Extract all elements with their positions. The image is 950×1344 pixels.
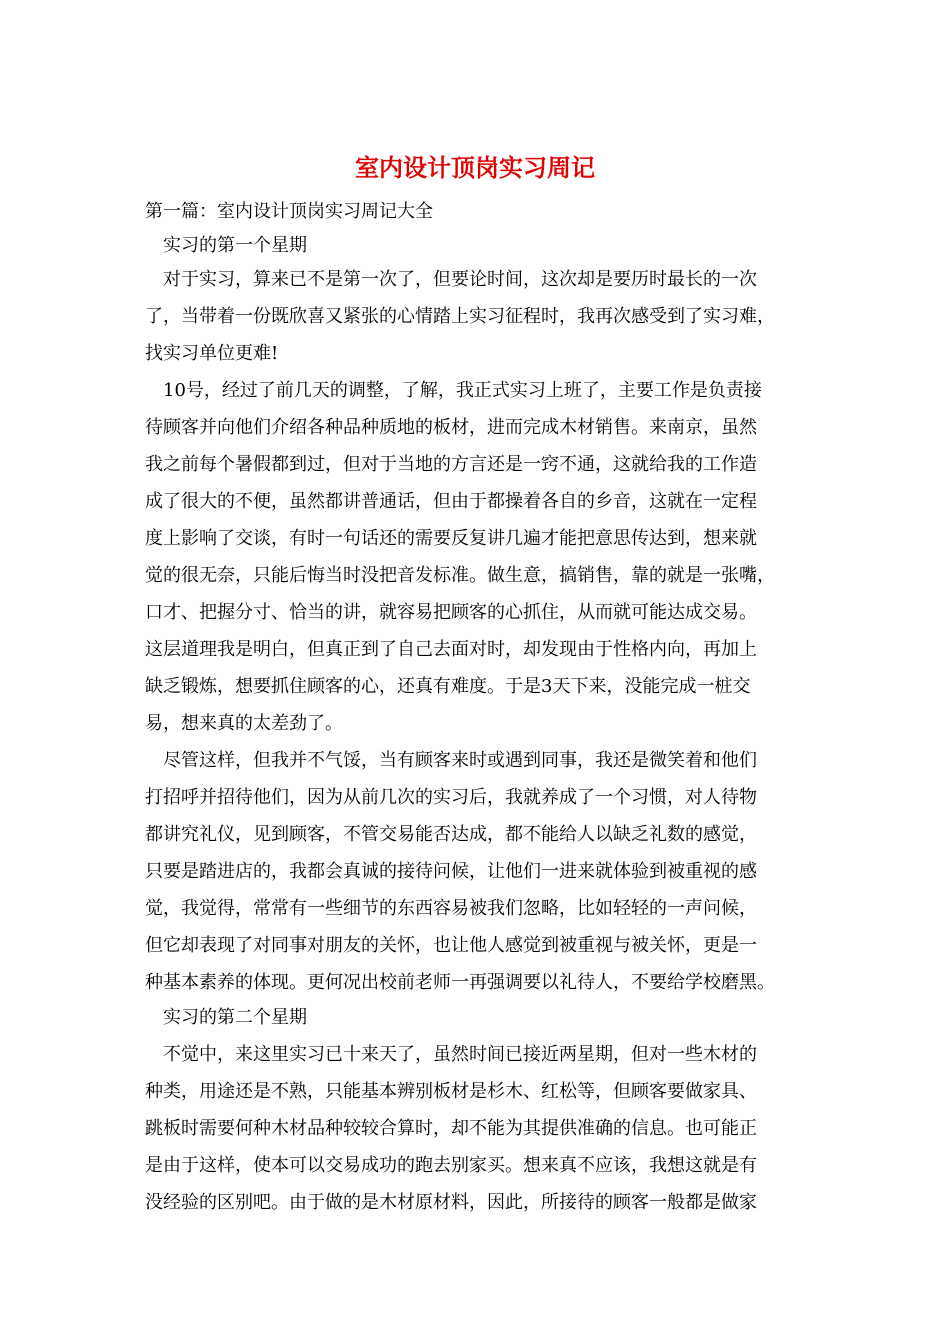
paragraph-line: 没经验的区别吧。由于做的是木材原材料，因此，所接待的顾客一般都是做家 — [145, 1192, 757, 1213]
paragraph-line: 10号，经过了前几天的调整，了解，我正式实习上班了，主要工作是负责接 — [163, 380, 762, 401]
paragraph-line: 只要是踏进店的，我都会真诚的接待问候，让他们一进来就体验到被重视的感 — [145, 861, 757, 882]
paragraph-line: 我之前每个暑假都到过，但对于当地的方言还是一窍不通，这就给我的工作造 — [145, 454, 757, 475]
document-title: 室内设计顶岗实习周记 — [355, 153, 595, 182]
paragraph-line: 易，想来真的太差劲了。 — [145, 713, 343, 734]
paragraph-line: 尽管这样，但我并不气馁，当有顾客来时或遇到同事，我还是微笑着和他们 — [163, 750, 757, 771]
paragraph-line: 对于实习，算来已不是第一次了，但要论时间，这次却是要历时最长的一次 — [163, 269, 757, 290]
paragraph-line: 种基本素养的体现。更何况出校前老师一再强调要以礼待人，不要给学校磨黑。 — [145, 972, 775, 993]
paragraph-line: 这层道理我是明白，但真正到了自己去面对时，却发现由于性格内向，再加上 — [145, 639, 757, 660]
paragraph-line: 是由于这样，使本可以交易成功的跑去别家买。想来真不应该，我想这就是有 — [145, 1155, 757, 1176]
paragraph-line: 找实习单位更难! — [145, 343, 279, 364]
paragraph-line: 口才、把握分寸、恰当的讲，就容易把顾客的心抓住，从而就可能达成交易。 — [145, 602, 757, 623]
section-heading: 第一篇：室内设计顶岗实习周记大全 — [145, 201, 433, 222]
subheading: 实习的第一个星期 — [163, 235, 307, 256]
paragraph-line: 成了很大的不便，虽然都讲普通话，但由于都操着各自的乡音，这就在一定程 — [145, 491, 757, 512]
paragraph-line: 都讲究礼仪，见到顾客，不管交易能否达成，都不能给人以缺乏礼数的感觉， — [145, 824, 757, 845]
paragraph-line: 打招呼并招待他们，因为从前几次的实习后，我就养成了一个习惯，对人待物 — [145, 787, 757, 808]
paragraph-line: 缺乏锻炼，想要抓住顾客的心，还真有难度。于是3天下来，没能完成一桩交 — [145, 676, 751, 697]
paragraph-line: 觉的很无奈，只能后悔当时没把音发标准。做生意，搞销售，靠的就是一张嘴， — [145, 565, 775, 586]
paragraph-line: 不觉中，来这里实习已十来天了，虽然时间已接近两星期，但对一些木材的 — [163, 1044, 757, 1065]
paragraph-line: 跳板时需要何种木材品种较较合算时，却不能为其提供准确的信息。也可能正 — [145, 1118, 757, 1139]
paragraph-line: 觉，我觉得，常常有一些细节的东西容易被我们忽略，比如轻轻的一声问候， — [145, 898, 757, 919]
paragraph-line: 了，当带着一份既欣喜又紧张的心情踏上实习征程时，我再次感受到了实习难， — [145, 306, 775, 327]
paragraph-line: 但它却表现了对同事对朋友的关怀，也让他人感觉到被重视与被关怀，更是一 — [145, 935, 757, 956]
paragraph-line: 度上影响了交谈，有时一句话还的需要反复讲几遍才能把意思传达到，想来就 — [145, 528, 757, 549]
paragraph-line: 待顾客并向他们介绍各种品种质地的板材，进而完成木材销售。来南京，虽然 — [145, 417, 757, 438]
paragraph-line: 种类，用途还是不熟，只能基本辨别板材是杉木、红松等，但顾客要做家具、 — [145, 1081, 757, 1102]
subheading: 实习的第二个星期 — [163, 1007, 307, 1028]
